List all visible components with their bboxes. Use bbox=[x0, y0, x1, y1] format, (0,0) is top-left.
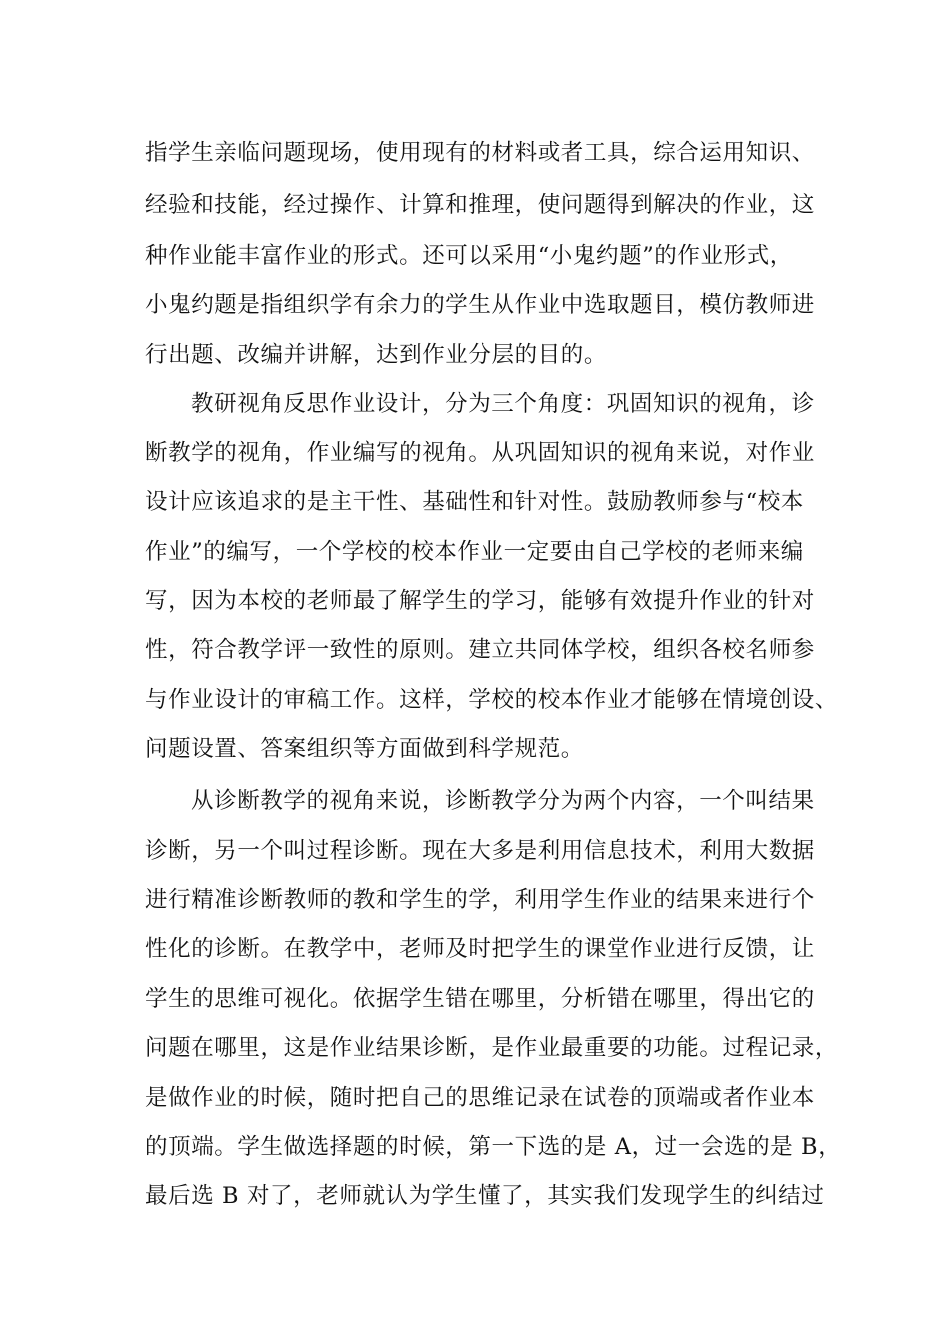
text-line: 行出题、改编并讲解，达到作业分层的目的。 bbox=[145, 342, 608, 368]
text-line: 写，因为本校的老师最了解学生的学习，能够有效提升作业的针对 bbox=[145, 588, 815, 614]
text-line: 经验和技能，经过操作、计算和推理，使问题得到解决的作业，这 bbox=[145, 192, 815, 218]
text-line: 断教学的视角，作业编写的视角。从巩固知识的视角来说，对作业 bbox=[145, 440, 815, 466]
text-line: 种作业能丰富作业的形式。还可以采用“小鬼约题”的作业形式， bbox=[145, 243, 793, 269]
text-line: 问题设置、答案组织等方面做到科学规范。 bbox=[145, 736, 584, 762]
text-line: 性，符合教学评一致性的原则。建立共同体学校，组织各校名师参 bbox=[145, 637, 815, 663]
text-line: 设计应该追求的是主干性、基础性和针对性。鼓励教师参与“校本 bbox=[145, 489, 804, 515]
text-line: 最后选 B 对了，老师就认为学生懂了，其实我们发现学生的纠结过 bbox=[145, 1183, 825, 1209]
text-line: 诊断，另一个叫过程诊断。现在大多是利用信息技术，利用大数据 bbox=[145, 838, 815, 864]
text-line: 是做作业的时候，随时把自己的思维记录在试卷的顶端或者作业本 bbox=[145, 1085, 815, 1111]
text-line: 指学生亲临问题现场，使用现有的材料或者工具，综合运用知识、 bbox=[145, 140, 815, 166]
text-line: 进行精准诊断教师的教和学生的学，利用学生作业的结果来进行个 bbox=[145, 887, 815, 913]
text-line: 学生的思维可视化。依据学生错在哪里，分析错在哪里，得出它的 bbox=[145, 986, 815, 1012]
text-line: 与作业设计的审稿工作。这样，学校的校本作业才能够在情境创设、 bbox=[145, 687, 839, 713]
text-line: 的顶端。学生做选择题的时候，第一下选的是 A，过一会选的是 B， bbox=[145, 1134, 842, 1160]
paragraph-first-line: 从诊断教学的视角来说，诊断教学分为两个内容，一个叫结果 bbox=[191, 788, 815, 814]
text-line: 性化的诊断。在教学中，老师及时把学生的课堂作业进行反馈，让 bbox=[145, 936, 815, 962]
text-line: 小鬼约题是指组织学有余力的学生从作业中选取题目，模仿教师进 bbox=[145, 292, 815, 318]
paragraph-first-line: 教研视角反思作业设计，分为三个角度：巩固知识的视角，诊 bbox=[191, 391, 815, 417]
text-line: 作业”的编写，一个学校的校本作业一定要由自己学校的老师来编 bbox=[145, 539, 804, 565]
text-line: 问题在哪里，这是作业结果诊断，是作业最重要的功能。过程记录， bbox=[145, 1035, 839, 1061]
